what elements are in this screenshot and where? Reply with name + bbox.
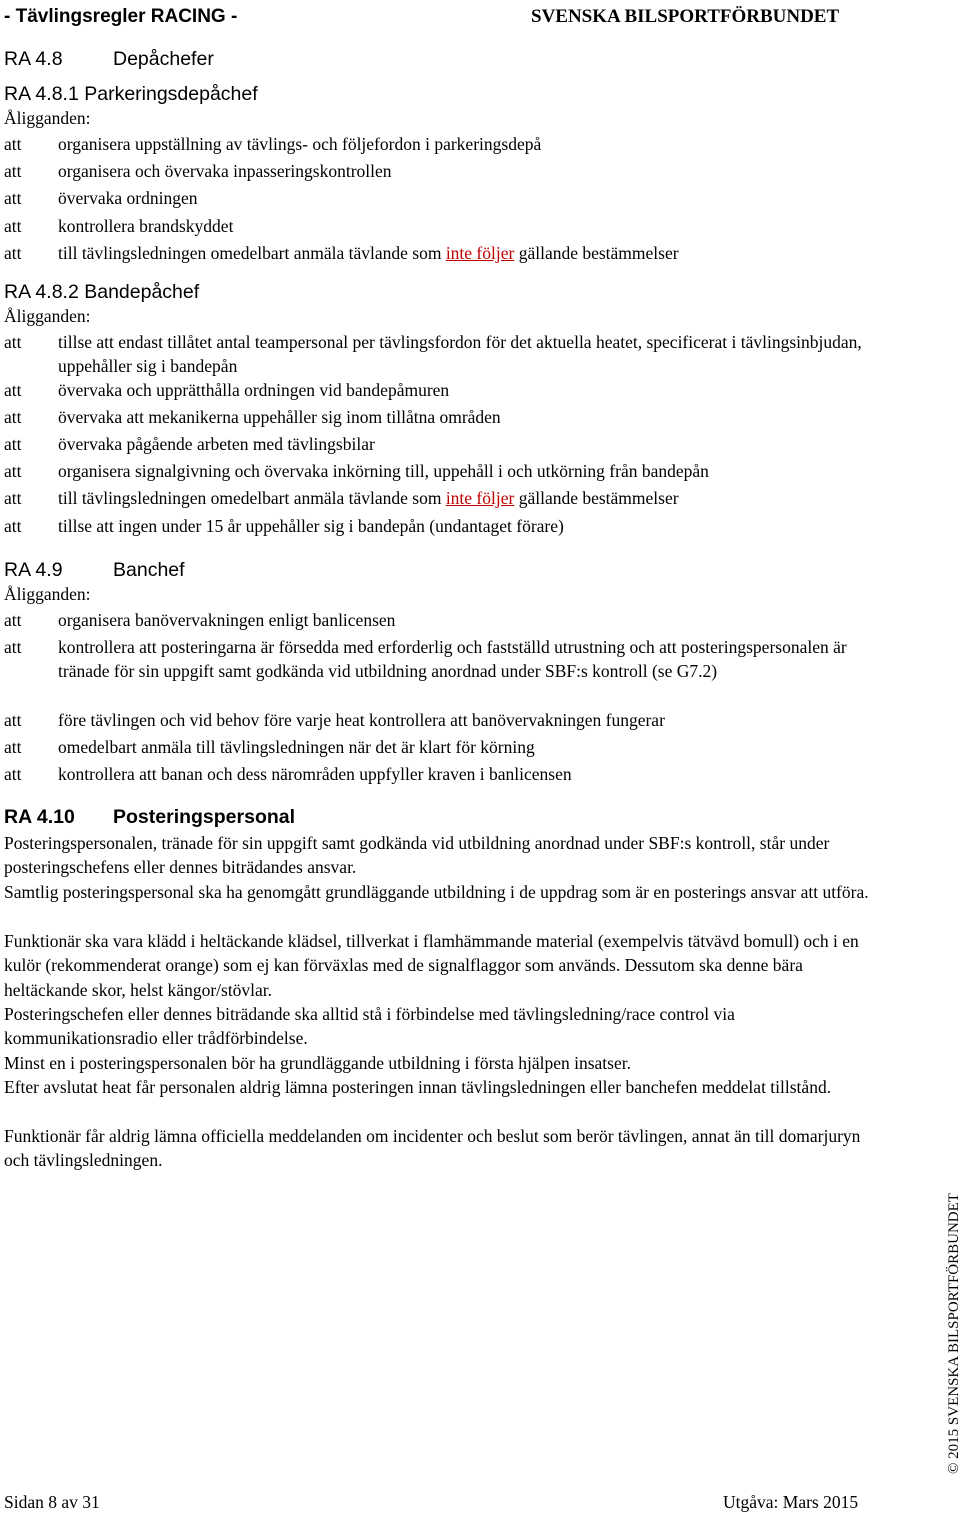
section-4-10-heading xyxy=(4,806,295,829)
edition: Utgåva: Mars 2015 xyxy=(723,1492,859,1512)
paragraph: Funktionär ska vara klädd i heltäckande klädsel, tillverkat i flamhämmande material (exempelvis tätvävd bomull) och i en kulör (rekommenderat orange) som ej kan förväxlas med de signalflaggor som används. Dessutom ska denne bära heltäckande skor, helst kängor/stövlar. xyxy=(4,931,859,1000)
page-number: Sidan 8 av 31 xyxy=(4,1492,100,1512)
att-prefix: att xyxy=(4,216,22,236)
item-text xyxy=(58,486,884,510)
list-item xyxy=(4,459,884,483)
att-prefix: att xyxy=(4,710,22,730)
list-item xyxy=(4,608,884,632)
item-text: omedelbart anmäla till tävlingsledningen när det är klart för körning xyxy=(58,737,535,757)
item-text: före tävlingen och vid behov före varje heat kontrollera att banövervakningen fungerar xyxy=(58,710,665,730)
att-prefix: att xyxy=(4,188,22,208)
att-prefix: att xyxy=(4,332,22,352)
att-prefix: att xyxy=(4,461,22,481)
duties-label: Åligganden: xyxy=(4,584,91,604)
att-prefix: att xyxy=(4,516,22,536)
list-item xyxy=(4,186,884,210)
item-text-post: gällande bestämmelser xyxy=(518,243,679,263)
list-item xyxy=(4,762,884,786)
list-item xyxy=(4,735,884,759)
item-text: övervaka och upprätthålla ordningen vid bandepåmuren xyxy=(58,380,450,400)
duties-label: Åligganden: xyxy=(4,306,91,326)
att-prefix: att xyxy=(4,488,22,508)
section-4-8-2-heading: RA 4.8.2 Bandepåchef xyxy=(4,281,200,303)
section-4-8-heading xyxy=(4,48,214,71)
list-item xyxy=(4,378,884,402)
item-text: tillse att endast tillåtet antal teampersonal per tävlingsfordon för det aktuella heatet, specificerat i tävlingsinbjudan, uppehåller sig i bandepån xyxy=(58,332,862,376)
item-text-post: gällande bestämmelser xyxy=(518,488,679,508)
section-4-9-heading xyxy=(4,559,185,582)
list-item xyxy=(4,330,884,378)
section-number: RA 4.9 xyxy=(4,559,63,581)
item-text: organisera och övervaka inpasseringskontrollen xyxy=(58,161,392,181)
item-text-pre: till tävlingsledningen omedelbart anmäla tävlande som xyxy=(58,488,442,508)
inte-foljer-link[interactable]: inte följer xyxy=(445,488,515,508)
list-item xyxy=(4,241,884,265)
paragraph: Posteringspersonalen, tränade för sin uppgift samt godkända vid utbildning anordnad under SBF:s kontroll, står under posteringschefens eller dennes biträdandes ansvar. xyxy=(4,833,830,878)
paragraph: Samtlig posteringspersonal ska ha genomgått grundläggande utbildning i de uppdrag som är en posterings ansvar att utföra. xyxy=(4,882,869,902)
list-item xyxy=(4,159,884,183)
header-organization: SVENSKA BILSPORTFÖRBUNDET xyxy=(531,6,840,27)
list-item xyxy=(4,708,884,732)
item-text: kontrollera brandskyddet xyxy=(58,216,234,236)
item-text-pre: till tävlingsledningen omedelbart anmäla tävlande som xyxy=(58,243,442,263)
att-prefix: att xyxy=(4,407,22,427)
paragraph: Minst en i posteringspersonalen bör ha grundläggande utbildning i första hjälpen insatser. xyxy=(4,1053,631,1073)
section-title: Posteringspersonal xyxy=(113,806,296,828)
paragraph: Posteringschefen eller dennes biträdande ska alltid stå i förbindelse med tävlingsledning/race control via kommunikationsradio eller trådförbindelse. xyxy=(4,1004,735,1049)
copyright-vertical: © 2015 SVENSKA BILSPORTFÖRBUNDET xyxy=(946,1193,962,1474)
att-prefix: att xyxy=(4,434,22,454)
item-text: övervaka pågående arbeten med tävlingsbilar xyxy=(58,434,375,454)
list-item xyxy=(4,132,884,156)
att-prefix: att xyxy=(4,161,22,181)
att-prefix: att xyxy=(4,243,22,263)
list-item xyxy=(4,486,884,510)
item-text: övervaka ordningen xyxy=(58,188,198,208)
item-text: organisera banövervakningen enligt banlicensen xyxy=(58,610,396,630)
inte-foljer-link[interactable]: inte följer xyxy=(445,243,515,263)
header-title: - Tävlingsregler RACING - xyxy=(4,6,238,27)
att-prefix: att xyxy=(4,764,22,784)
paragraph: Funktionär får aldrig lämna officiella meddelanden om incidenter och beslut som berör tävlingen, annat än till domarjuryn och tävlingsledningen. xyxy=(4,1126,861,1171)
item-text: kontrollera att posteringarna är försedda med erforderlig och fastställd utrustning och att posteringspersonalen är tränade för sin uppgift samt godkända vid utbildning anordnad under SBF:s kontroll (se G7.2) xyxy=(58,637,847,681)
list-item xyxy=(4,405,884,429)
item-text: organisera signalgivning och övervaka inkörning till, uppehåll i och utkörning från bandepån xyxy=(58,461,709,481)
list-item xyxy=(4,514,884,538)
item-text: organisera uppställning av tävlings- och följefordon i parkeringsdepå xyxy=(58,134,542,154)
item-text: övervaka att mekanikerna uppehåller sig inom tillåtna områden xyxy=(58,407,501,427)
item-text xyxy=(58,241,884,265)
att-prefix: att xyxy=(4,737,22,757)
section-number: RA 4.8 xyxy=(4,48,63,70)
list-item xyxy=(4,635,884,683)
section-title: Banchef xyxy=(113,559,185,581)
paragraph: Efter avslutat heat får personalen aldrig lämna posteringen innan tävlingsledningen eller banchefen meddelat tillstånd. xyxy=(4,1077,832,1097)
list-item xyxy=(4,214,884,238)
item-text: kontrollera att banan och dess närområden uppfyller kraven i banlicensen xyxy=(58,764,572,784)
att-prefix: att xyxy=(4,134,22,154)
att-prefix: att xyxy=(4,637,22,657)
att-prefix: att xyxy=(4,610,22,630)
section-4-8-1-heading: RA 4.8.1 Parkeringsdepåchef xyxy=(4,83,258,105)
att-prefix: att xyxy=(4,380,22,400)
section-number: RA 4.10 xyxy=(4,806,75,828)
section-title: Depåchefer xyxy=(113,48,214,70)
item-text: tillse att ingen under 15 år uppehåller sig i bandepån (undantaget förare) xyxy=(58,516,564,536)
list-item xyxy=(4,432,884,456)
duties-label: Åligganden: xyxy=(4,108,91,128)
